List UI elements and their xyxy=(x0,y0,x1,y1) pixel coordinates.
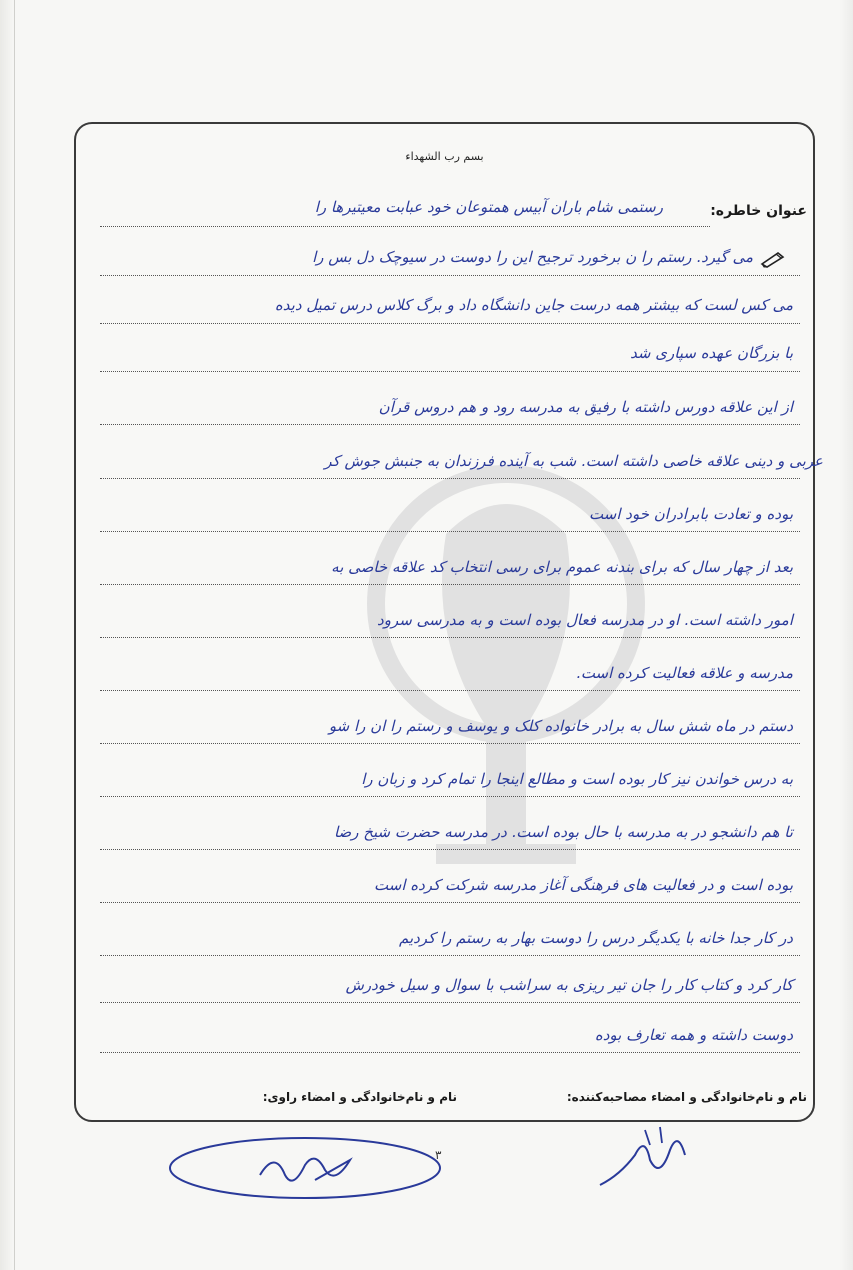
interviewer-signature xyxy=(590,1115,700,1195)
binding-margin-line xyxy=(14,0,15,1270)
writing-line xyxy=(100,226,710,227)
writing-line xyxy=(100,371,800,372)
bismillah-header: بسم رب الشهداء xyxy=(405,150,484,163)
signature-labels-row xyxy=(195,1090,807,1110)
writing-line xyxy=(100,275,800,276)
handwritten-line: رستمی شام باران آبیس همتوعان خود عبابت معیتیرها را xyxy=(314,198,663,216)
writing-line xyxy=(100,424,800,425)
handwritten-line: بعد از چهار سال که برای بندنه عموم برای رسی انتخاب کد علاقه خاصی به xyxy=(331,558,793,576)
handwritten-line: می کس لست که بیشتر همه درست جاین دانشگاه داد و برگ کلاس درس تمیل دیده xyxy=(274,296,793,314)
writing-line xyxy=(100,690,800,691)
handwritten-line: در کار جدا خانه با یکدیگر درس را دوست بهار به رستم را کردیم xyxy=(398,929,793,947)
memoir-title-label: عنوان خاطره: xyxy=(710,203,807,219)
writing-line xyxy=(100,955,800,956)
handwritten-line: بوده است و در فعالیت های فرهنگی آغاز مدرسه شرکت کرده است xyxy=(374,876,793,894)
interviewer-signature-label: نام و نام‌خانوادگی و امضاء مصاحبه‌کننده: xyxy=(566,1090,807,1104)
handwritten-line: دستم در ماه شش سال به برادر خانواده کلک و یوسف و رستم را ان را شو xyxy=(328,717,793,735)
handwritten-line: به درس خواندن نیز کار بوده است و مطالع اینجا را تمام کرد و زبان را xyxy=(361,770,793,788)
handwritten-line: بوده و تعادت بابرادران خود است xyxy=(589,505,793,523)
writing-line xyxy=(100,584,800,585)
handwritten-line: امور داشته است. او در مدرسه فعال بوده است و به مدرسی سرود xyxy=(377,611,793,629)
handwritten-line: دوست داشته و همه تعارف بوده xyxy=(594,1026,793,1044)
handwritten-line: از این علاقه دورس داشته با رفیق به مدرسه رود و هم دروس قرآن xyxy=(378,398,793,416)
handwritten-line: مدرسه و علاقه فعالیت کرده است. xyxy=(576,664,793,682)
handwritten-line: کار کرد و کتاب کار را جان تیر ریزی به سراشب با سوال و سیل خودرش xyxy=(345,976,793,994)
handwritten-line: تا هم دانشجو در به مدرسه با حال بوده است. در مدرسه حضرت شیخ رضا xyxy=(333,823,793,841)
writing-line xyxy=(100,637,800,638)
writing-line xyxy=(100,1052,800,1053)
writing-line xyxy=(100,796,800,797)
writing-line xyxy=(100,478,800,479)
writing-line xyxy=(100,902,800,903)
handwritten-line: عربی و دینی علاقه خاصی داشته است. شب به آینده فرزندان به جنبش جوش کر xyxy=(324,452,823,470)
narrator-signature-label: نام و نام‌خانوادگی و امضاء راوی: xyxy=(262,1090,457,1104)
page-number: ۳ xyxy=(435,1148,442,1162)
pencil-icon xyxy=(760,250,786,268)
writing-line xyxy=(100,1002,800,1003)
writing-line xyxy=(100,849,800,850)
writing-line xyxy=(100,531,800,532)
writing-line xyxy=(100,323,800,324)
handwritten-line: با بزرگان عهده سپاری شد xyxy=(630,344,793,362)
handwritten-line: می گیرد. رستم را ن برخورد ترجیح این را دوست در سیوچک دل بس را xyxy=(312,248,753,266)
writing-line xyxy=(100,743,800,744)
narrator-signature xyxy=(165,1130,455,1210)
